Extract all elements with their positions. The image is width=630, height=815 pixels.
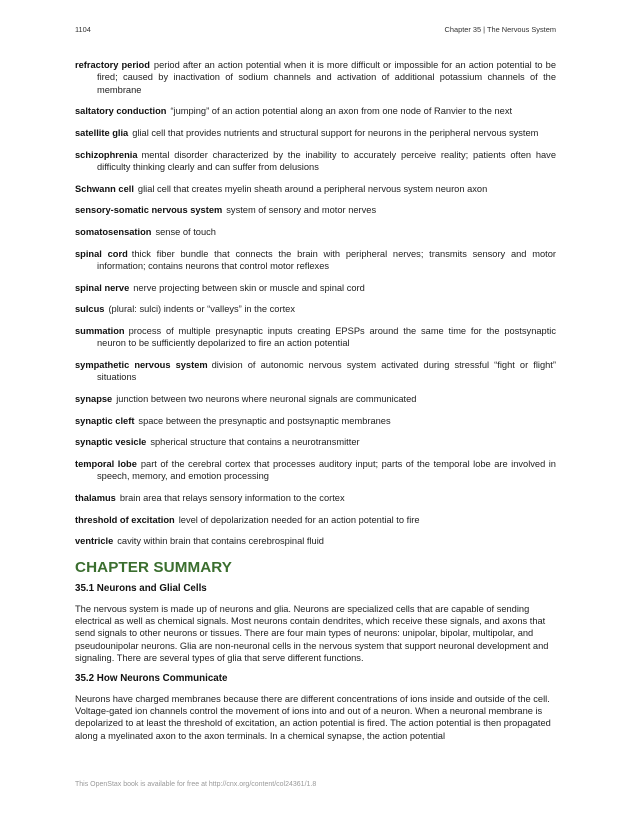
glossary-definition: mental disorder characterized by the inability to accurately perceive reality; patients often have difficulty thinking clearly and can suffer from delusions xyxy=(97,149,556,172)
glossary-definition: junction between two neurons where neuronal signals are communicated xyxy=(116,394,417,405)
glossary-term: spinal nerve xyxy=(75,282,130,293)
section-paragraph: The nervous system is made up of neurons and glia. Neurons are specialized cells that are capable of sending electrical as well as chemical signals. Most neurons contain dendrites, which receive these signals, and axons that send signals to other neurons or tissues. There are four main types of neurons: unipolar, bipolar, multipolar, and pseudounipolar neurons. Glia are non-neuronal cells in the nervous system that support neuronal development and signaling. There are several types of glia that serve different functions. xyxy=(75,603,549,663)
glossary-entry xyxy=(75,359,556,384)
glossary-entry xyxy=(75,248,556,273)
glossary-definition: space between the presynaptic and postsynaptic membranes xyxy=(138,415,391,426)
glossary-definition: thick fiber bundle that connects the brain with peripheral nerves; transmits sensory and motor information; contains neurons that control motor reflexes xyxy=(97,248,556,271)
page-header xyxy=(75,25,556,37)
page-content xyxy=(75,59,556,750)
glossary-definition: process of multiple presynaptic inputs creating EPSPs around the same time for the postsynaptic neuron to be sufficiently depolarized to fire an action potential xyxy=(97,326,556,349)
page-number: 1104 xyxy=(75,25,91,34)
section-paragraph: Neurons have charged membranes because there are different concentrations of ions inside and outside of the cell. Voltage-gated ion channels control the movement of ions into and out of a neuron. When a neuronal membrane is depolarized to at least the threshold of excitation, an action potential is fired. The action potential is then propagated along a myelinated axon to the axon terminals. In a chemical synapse, the action potential xyxy=(75,693,551,741)
glossary-entry xyxy=(75,415,556,427)
glossary-entry xyxy=(75,492,556,504)
glossary-term: saltatory conduction xyxy=(75,106,167,117)
glossary-entry xyxy=(75,282,556,294)
glossary-entry xyxy=(75,458,556,483)
section-title: 35.1 Neurons and Glial Cells xyxy=(75,582,207,594)
section-title: 35.2 How Neurons Communicate xyxy=(75,672,228,684)
glossary-definition: period after an action potential when it is more difficult or impossible for an action potential to be fired; caused by inactivation of sodium channels and activation of additional potassium channels of the membrane xyxy=(97,60,556,95)
glossary-term: summation xyxy=(75,326,125,337)
glossary-entry xyxy=(75,325,556,350)
glossary-definition: sense of touch xyxy=(155,227,216,238)
glossary-entry xyxy=(75,226,556,238)
glossary-list xyxy=(75,59,556,548)
glossary-definition: level of depolarization needed for an action potential to fire xyxy=(178,514,420,525)
glossary-term: Schwann cell xyxy=(75,183,134,194)
glossary-term: synaptic cleft xyxy=(75,415,135,426)
glossary-term: temporal lobe xyxy=(75,459,137,470)
glossary-term: synapse xyxy=(75,394,113,405)
chapter-summary-heading: CHAPTER SUMMARY xyxy=(75,558,233,576)
glossary-entry xyxy=(75,183,556,195)
glossary-term: threshold of excitation xyxy=(75,514,175,525)
glossary-term: spinal cord xyxy=(75,248,128,259)
glossary-definition: system of sensory and motor nerves xyxy=(226,205,377,216)
glossary-term: thalamus xyxy=(75,493,116,504)
glossary-definition: glial cell that provides nutrients and structural support for neurons in the peripheral nervous system xyxy=(132,127,539,138)
glossary-definition: brain area that relays sensory information to the cortex xyxy=(119,493,345,504)
glossary-definition: “jumping” of an action potential along an axon from one node of Ranvier to the next xyxy=(170,106,513,117)
glossary-entry xyxy=(75,59,556,96)
glossary-entry xyxy=(75,149,556,174)
glossary-term: synaptic vesicle xyxy=(75,437,147,448)
glossary-term: sulcus xyxy=(75,304,105,315)
glossary-term: sympathetic nervous system xyxy=(75,360,208,371)
glossary-entry xyxy=(75,204,556,216)
glossary-term: sensory-somatic nervous system xyxy=(75,205,223,216)
glossary-term: satellite glia xyxy=(75,127,129,138)
glossary-entry xyxy=(75,127,556,139)
glossary-entry xyxy=(75,436,556,448)
glossary-term: somatosensation xyxy=(75,227,152,238)
glossary-definition: division of autonomic nervous system activated during stressful “fight or flight” situations xyxy=(97,360,556,383)
glossary-term: ventricle xyxy=(75,536,114,547)
glossary-definition: (plural: sulci) indents or “valleys” in the cortex xyxy=(108,304,295,315)
chapter-title: Chapter 35 | The Nervous System xyxy=(444,25,556,34)
glossary-entry xyxy=(75,393,556,405)
glossary-definition: cavity within brain that contains cerebrospinal fluid xyxy=(117,536,324,547)
glossary-definition: spherical structure that contains a neurotransmitter xyxy=(150,437,360,448)
glossary-term: schizophrenia xyxy=(75,149,138,160)
glossary-entry xyxy=(75,303,556,315)
glossary-entry xyxy=(75,535,556,547)
glossary-entry xyxy=(75,105,556,117)
glossary-term: refractory period xyxy=(75,60,150,70)
glossary-definition: nerve projecting between skin or muscle and spinal cord xyxy=(133,282,365,293)
page-footer: This OpenStax book is available for free at http://cnx.org/content/col24361/1.8 xyxy=(75,781,317,788)
glossary-definition: part of the cerebral cortex that processes auditory input; parts of the temporal lobe are involved in speech, memory, and emotion processing xyxy=(97,459,556,482)
glossary-entry xyxy=(75,514,556,526)
glossary-definition: glial cell that creates myelin sheath around a peripheral nervous system neuron axon xyxy=(137,183,488,194)
